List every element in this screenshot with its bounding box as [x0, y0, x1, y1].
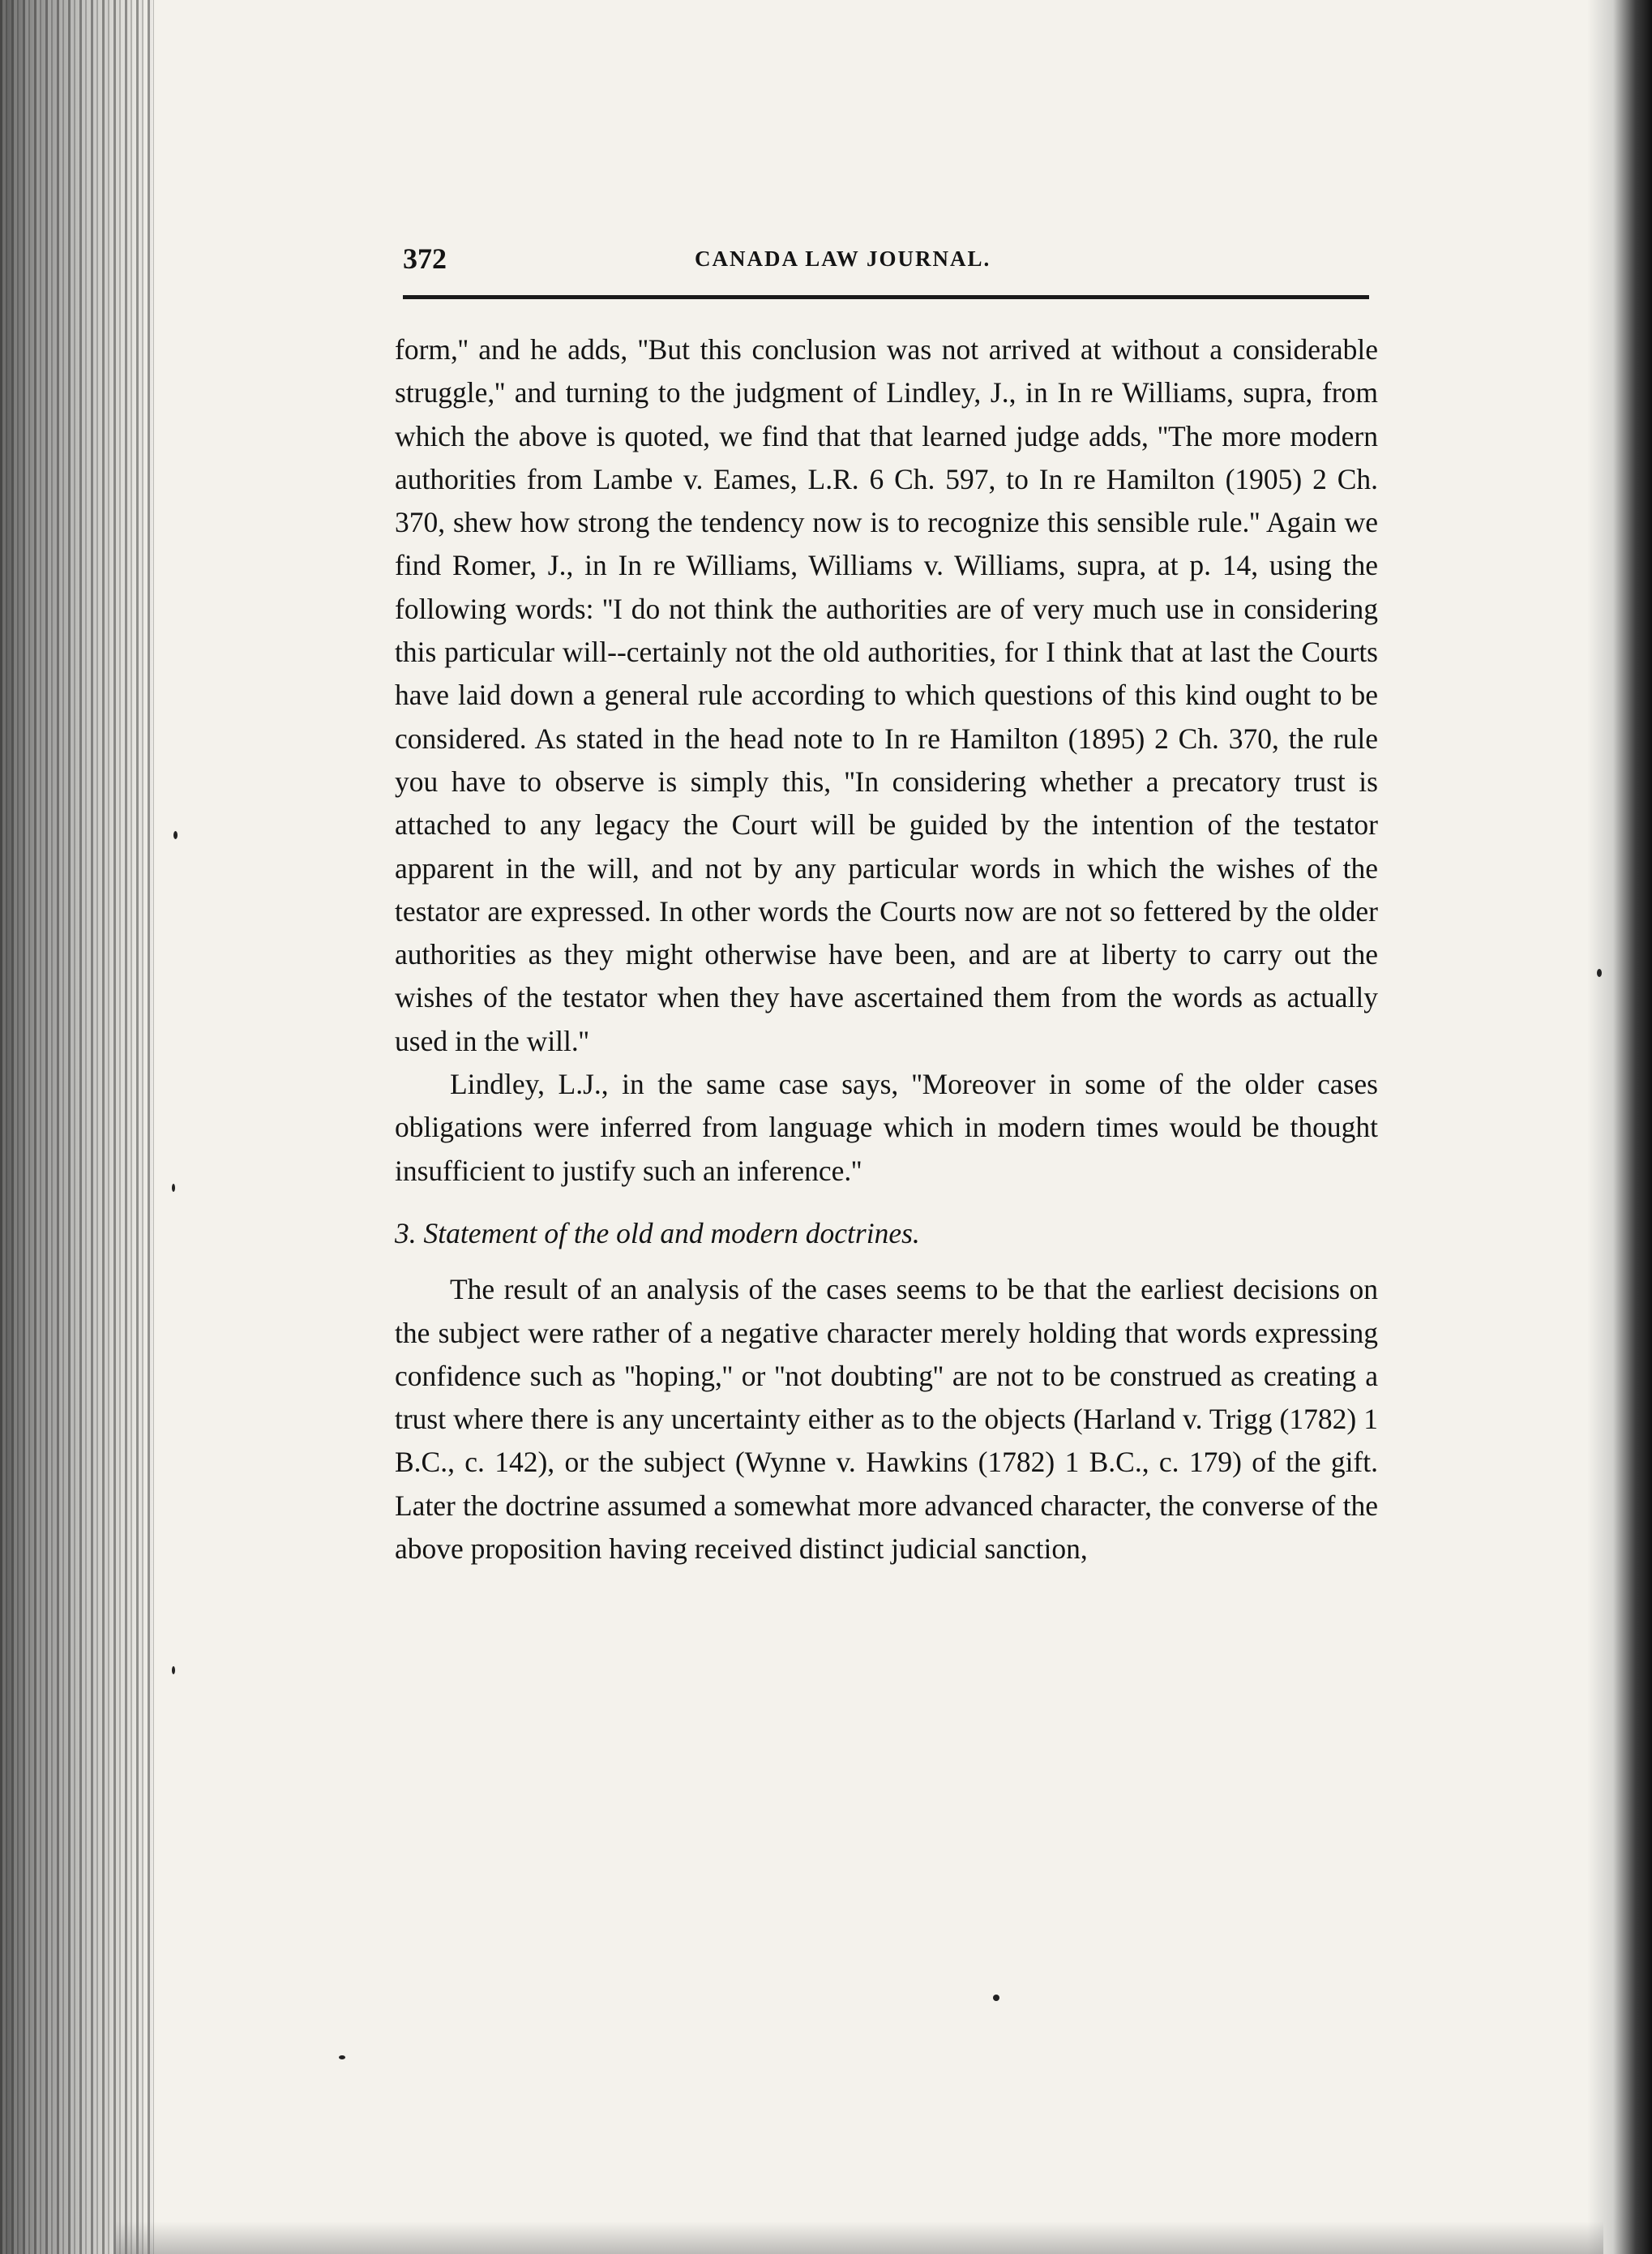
book-binding-edge-left — [0, 0, 154, 2254]
running-head: CANADA LAW JOURNAL. — [695, 246, 991, 271]
scan-speck — [1597, 969, 1602, 977]
page-bottom-shadow — [113, 2222, 1603, 2254]
page-body — [395, 328, 1378, 1571]
page-number: 372 — [403, 242, 447, 275]
paragraph-3: The result of an analysis of the cases seems to be that the earliest decisions on the subject were rather of a negative character merely holding that words expressing confidence such as ''hoping,'' or ''not doubting'' are not to be construed as creating a trust where there is any uncertainty either as to the objects (Harland v. Trigg (1782) 1 B.C., c. 142), or the subject (Wynne v. Hawkins (1782) 1 B.C., c. 179) of the gift. Later the doctrine assumed a somewhat more advanced character, the converse of the above proposition having received distinct judicial sanction, — [395, 1273, 1378, 1566]
scan-speck — [993, 1995, 999, 2001]
paragraph-1: form,'' and he adds, ''But this conclusion was not arrived at without a considerable struggle,'' and turning to the judgment of Lindley, J., in In re Williams, supra, from which the above is quoted, we find that that learned judge adds, ''The more modern authorities from Lambe v. Eames, L.R. 6 Ch. 597, to In re Hamilton (1905) 2 Ch. 370, shew how strong the tendency now is to recognize this sensible rule.'' Again we find Romer, J., in In re Williams, Williams v. Williams, supra, at p. 14, using the following words: ''I do not think the authorities are of very much use in considering this particular will--certainly not the old authorities, for I think that at last the Courts have laid down a general rule according to which questions of this kind ought to be considered. As stated in the head note to In re Hamilton (1895) 2 Ch. 370, the rule you have to observe is simply this, ''In considering whether a precatory trust is attached to any legacy the Court will be guided by the intention of the testator apparent in the will, and not by any particular words in which the wishes of the testator are expressed. In other words the Courts now are not so fettered by the older authorities as they might otherwise have been, and are at liberty to carry out the wishes of the testator when they have ascertained them from the words as actually used in the will.'' — [395, 333, 1378, 1057]
book-binding-edge-right — [1587, 0, 1652, 2254]
scan-speck — [173, 831, 178, 839]
paragraph-2: Lindley, L.J., in the same case says, ''Moreover in some of the older cases obligations were inferred from language which in modern times would be thought insufficient to justify such an inference.'' — [395, 1068, 1378, 1187]
header-rule — [403, 295, 1369, 299]
scan-speck — [339, 2055, 345, 2059]
page-header — [403, 242, 1376, 282]
scan-speck — [172, 1666, 175, 1674]
scan-speck — [172, 1184, 175, 1192]
section-heading: 3. Statement of the old and modern doctrines. — [395, 1216, 920, 1249]
